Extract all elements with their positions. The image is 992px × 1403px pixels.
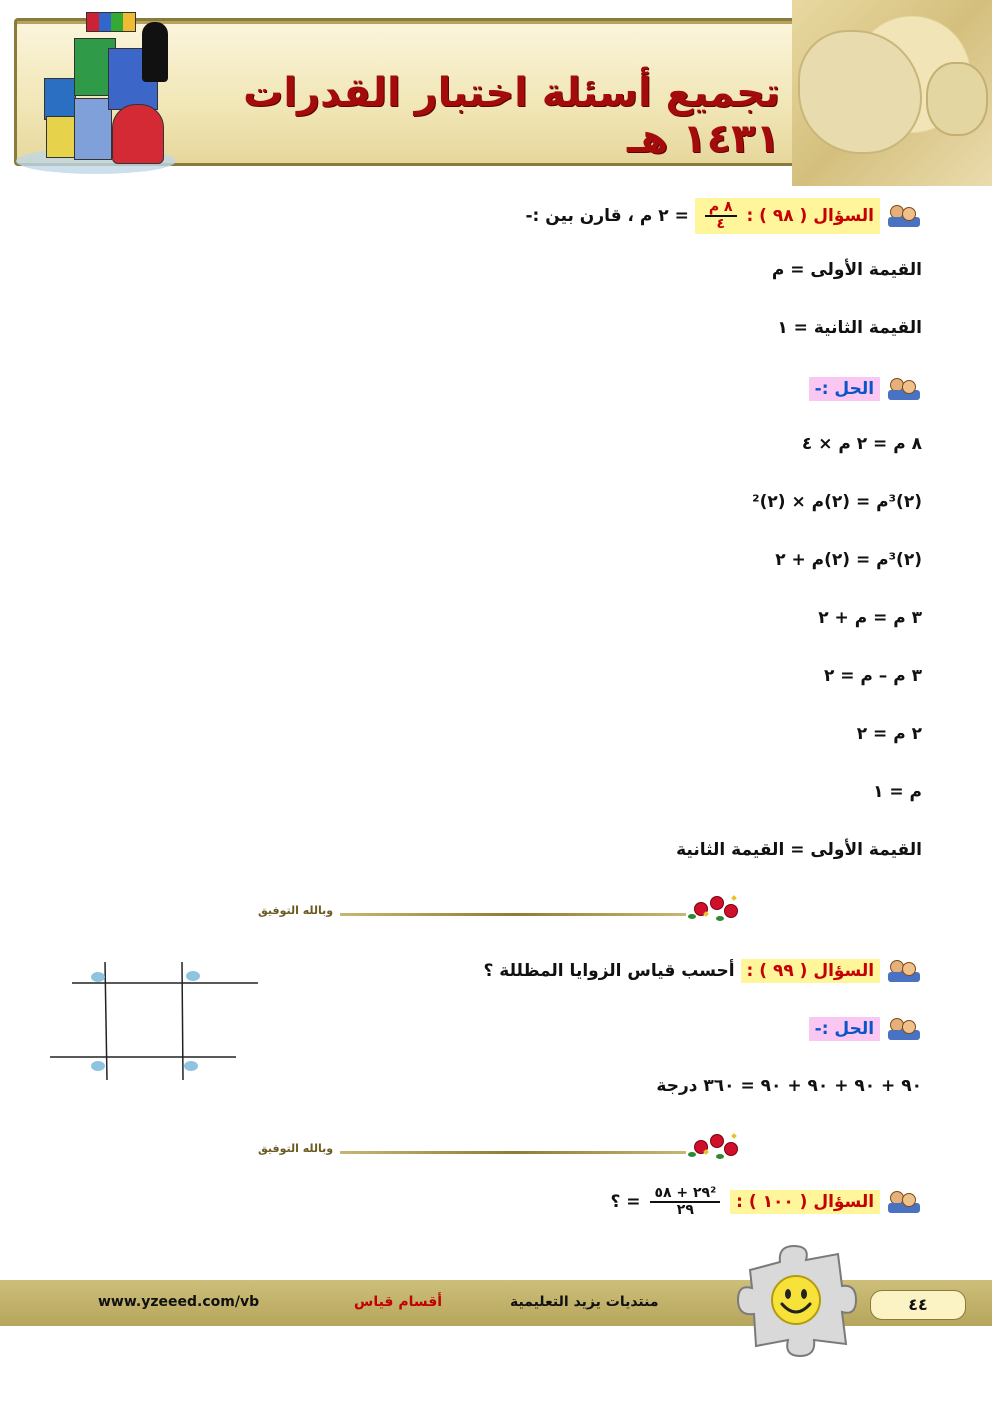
puzzle-piece-icon — [926, 62, 988, 136]
step-line: ٣ م – م = ٢ — [823, 666, 922, 686]
solution-99-line — [809, 1016, 922, 1042]
first-value: القيمة الأولى = م — [771, 260, 922, 280]
question-99-line — [484, 958, 923, 984]
students-icon — [886, 376, 922, 402]
solution-98-label: الحل :- — [809, 377, 880, 401]
question-100-equation: = ؟ — [610, 1192, 641, 1212]
footer-category: أقسام قياس — [354, 1294, 443, 1310]
students-icon — [886, 203, 922, 229]
step-line: م = ١ — [873, 782, 922, 802]
puzzle-decoration — [792, 0, 992, 186]
question-99-text: أحسب قياس الزوايا المظللة ؟ — [483, 961, 735, 981]
climber-icon — [142, 22, 168, 82]
question-98-label: السؤال ( ٩٨ ) : $\frac{\text{٨ م}}{٤}$ — [695, 198, 880, 234]
parallel-lines-diagram — [46, 960, 266, 1090]
section-divider — [258, 892, 738, 932]
question-98-equation: = ٢ م ، قارن بين :- — [525, 206, 689, 226]
step-line: ٨ م = ٢ م × ٤ — [801, 434, 922, 454]
step-line: (٢)³م = (٢)م × (٢)² — [752, 492, 922, 512]
divider-signature: وبالله التوفيق — [258, 1142, 334, 1155]
solution-99-label: الحل :- — [809, 1017, 880, 1041]
page-number: ٤٤ — [870, 1290, 966, 1320]
footer-forum-name: منتديات يزيد التعليمية — [510, 1294, 659, 1310]
question-99-label: السؤال ( ٩٩ ) : — [741, 959, 881, 983]
students-icon — [886, 1189, 922, 1215]
divider-signature: وبالله التوفيق — [258, 904, 334, 917]
question-98-line — [526, 198, 923, 234]
page-title: تجميع أسئلة اختبار القدرات ١٤٣١ هـ — [243, 70, 780, 162]
blocks-logo — [16, 8, 176, 178]
step-line: (٢)³م = (٢)م + ٢ — [775, 550, 922, 570]
students-icon — [886, 1016, 922, 1042]
step-line: ٢ م = ٢ — [856, 724, 922, 744]
section-divider — [258, 1130, 738, 1170]
footer-url[interactable]: www.yzeeed.com/vb — [98, 1294, 260, 1310]
question-100-fraction: $\frac{\text{٢٩² + ٥٨}}{٢٩}$ — [650, 1186, 720, 1218]
smiley-puzzle-icon — [730, 1240, 860, 1362]
conclusion-line: القيمة الأولى = القيمة الثانية — [676, 840, 922, 860]
puzzle-piece-icon — [798, 30, 922, 154]
step-line: ٣ م = م + ٢ — [818, 608, 922, 628]
students-icon — [886, 958, 922, 984]
question-100-line — [610, 1186, 922, 1218]
roses-icon — [686, 894, 738, 924]
second-value: القيمة الثانية = ١ — [777, 318, 922, 338]
question-100-label: السؤال ( ١٠٠ ) : — [730, 1190, 880, 1214]
solution-98-line — [809, 376, 922, 402]
roses-icon — [686, 1132, 738, 1162]
question-98-fraction: $\frac{\text{٨ م}}{٤}$ — [705, 200, 737, 232]
page-header — [0, 0, 992, 186]
answer-99: ٩٠ + ٩٠ + ٩٠ + ٩٠ = ٣٦٠ درجة — [656, 1076, 922, 1096]
